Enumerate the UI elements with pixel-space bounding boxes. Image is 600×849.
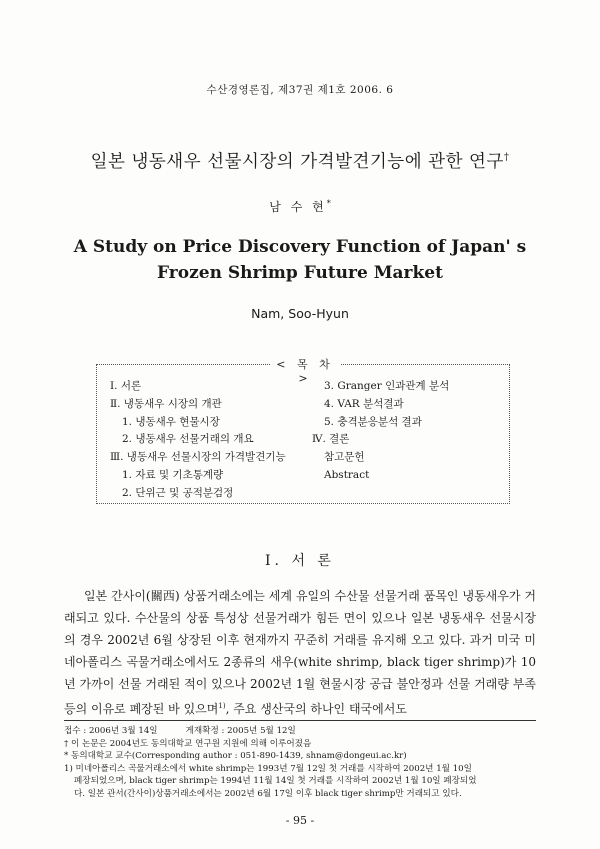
- footnote-1-cont: 다. 일본 관서(간사이)상품거래소에서는 2002년 6월 17일 이후 black tiger shrimp만 거래되고 있다.: [74, 788, 462, 799]
- author-english: Nam, Soo-Hyun: [251, 306, 349, 321]
- toc-item: 2. 단위근 및 공적분검정: [122, 486, 234, 499]
- toc-item: 2. 냉동새우 선물거래의 개요: [122, 433, 254, 446]
- toc-item: 4. VAR 분석결과: [324, 397, 404, 410]
- paper-title-english: [0, 234, 600, 286]
- toc-item: Ⅰ. 서론: [110, 380, 142, 392]
- footnote-1-cont: 폐장되었으며, black tiger shrimp는 1994년 11월 14일 첫 거래를 시작하여 2002년 1월 10일 폐장되었: [74, 776, 477, 787]
- toc-item: Ⅲ. 냉동새우 선물시장의 가격발견기능: [110, 451, 286, 464]
- accepted-date: 게재확정 : 2005년 5월 12일: [185, 726, 296, 736]
- footnote-funding: † 이 논문은 2004년도 동의대학교 연구원 지원에 의해 이루어졌음: [64, 738, 312, 749]
- toc-item: 5. 충격분응분석 결과: [324, 415, 422, 428]
- toc-item: 1. 냉동새우 현물시장: [122, 415, 220, 428]
- body-paragraph: [64, 585, 536, 720]
- toc-item: Ⅳ. 결론: [312, 433, 350, 446]
- toc-item: Abstract: [324, 468, 370, 481]
- title-en-line-2: Frozen Shrimp Future Market: [157, 263, 443, 283]
- toc-left-column: [110, 378, 286, 503]
- footnote-1: 1) 미네아폴리스 곡물거래소에서 white shrimp는 1993년 7월 12일 첫 거래를 시작하여 2002년 1월 10일: [64, 763, 472, 774]
- toc-item: 3. Granger 인과관계 분석: [324, 380, 450, 392]
- toc-item: 1. 자료 및 기초통계량: [122, 468, 224, 481]
- footnote-affiliation: * 동의대학교 교수(Corresponding author : 051-890-1439, shnam@dongeui.ac.kr): [64, 751, 407, 762]
- toc-heading: < 목 차 >: [270, 356, 340, 385]
- paper-title-korean: [0, 148, 600, 173]
- footnote-rule: [64, 720, 536, 721]
- page-number: - 95 -: [285, 814, 315, 827]
- author-ko-text: 남 수 현: [269, 200, 327, 214]
- footnotes: [64, 725, 544, 801]
- body-paragraph-1: [64, 585, 536, 720]
- toc-item: 참고문헌: [324, 451, 365, 464]
- toc-right-column: [312, 378, 449, 485]
- footnote-ref-1: 1): [218, 702, 226, 710]
- journal-citation: 수산경영론집, 제37권 제1호 2006. 6: [206, 84, 394, 96]
- body-text: 일본 간사이(關西) 상품거래소에는 세계 유일의 수산물 선물거래 품목인 냉동새우가 거래되고 있다. 수산물의 상품 특성상 선물거래가 힘든 면이 있으나 일본 냉동새우 선물시장의 경우 2002년 6월 상장된 이후 현재까지 꾸준히 거래를 유지해 오고 있다. 과거 미국 미네아폴리스 곡물거래소에서도 2종류의 새우(white shrimp, black tiger shrimp)가 10년 가까이 선물 거래된 적이 있으나 2002년 1월 현물시장 공급 불안정과 선물 거래량 부족 등의 이유로 폐장된 바 있으며: [64, 589, 536, 716]
- received-date: 접수 : 2006년 3월 14일: [64, 726, 158, 736]
- toc-item: Ⅱ. 냉동새우 시장의 개관: [110, 397, 222, 410]
- footnote-dates: [64, 725, 544, 738]
- title-ko-text: 일본 냉동새우 선물시장의 가격발견기능에 관한 연구: [90, 152, 504, 172]
- body-text-continued: , 주요 생산국의 하나인 태국에서도: [225, 702, 407, 716]
- title-ko-footnote-mark: †: [503, 152, 510, 164]
- title-en-line-1: A Study on Price Discovery Function of Japan' s: [73, 237, 527, 257]
- author-ko-footnote-mark: *: [326, 199, 331, 208]
- author-korean: [0, 198, 600, 215]
- section-heading-introduction: Ⅰ. 서 론: [265, 553, 335, 569]
